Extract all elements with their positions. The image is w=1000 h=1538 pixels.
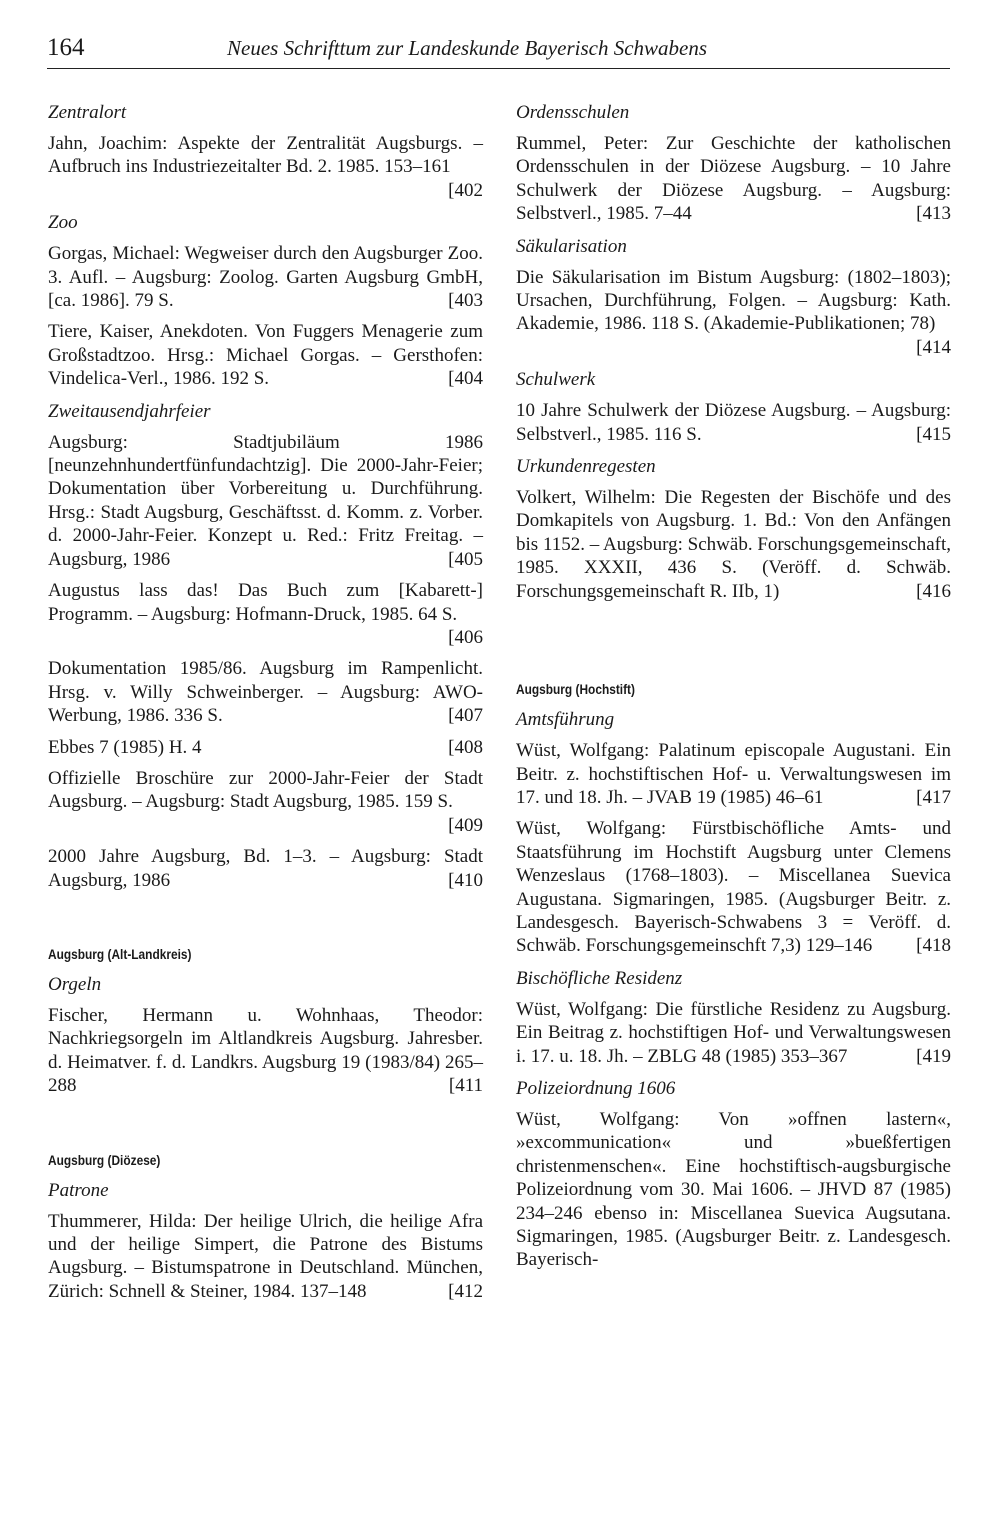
page-number: 164 xyxy=(47,34,85,61)
category-heading: Polizeiordnung 1606 xyxy=(516,1077,676,1099)
entry-text: Rummel, Peter: Zur Geschichte der katholischen Ordensschulen in der Diözese Augsburg. – 10 Jahre Schulwerk der Diözese Augsburg. – Augsburg: Selbstverl., 1985. 7–44 xyxy=(516,133,951,225)
entry-text: Wüst, Wolfgang: Die fürstliche Residenz zu Augsburg. Ein Beitrag z. hochstiftigen Hof- und Verwaltungswesen i. 17. u. 18. Jh. – ZBLG 48 (1985) 353–367 xyxy=(516,998,951,1067)
entry-text: Fischer, Hermann u. Wohnhaas, Theodor: Nachkriegsorgeln im Altlandkreis Augsburg. Jahresber. d. Heimatver. f. d. Landkrs. Augsburg 19 (1983/84) 265–288 xyxy=(48,1004,483,1097)
bibliography-entry xyxy=(48,132,483,202)
entry-number: [413 xyxy=(916,203,951,225)
entry-number: [417 xyxy=(916,786,951,808)
category-heading: Zweitausendjahrfeier xyxy=(48,400,211,422)
entry-text: Tiere, Kaiser, Anekdoten. Von Fuggers Menagerie zum Großstadtzoo. Hrsg.: Michael Gorgas. – Gersthofen: Vindelica-Verl., 1986. 192 S. xyxy=(48,321,483,390)
bibliography-entry xyxy=(48,845,483,892)
bibliography-entry xyxy=(48,1210,483,1304)
entry-number: [411 xyxy=(448,1075,483,1097)
bibliography-entry xyxy=(48,242,483,312)
entry-text: Wüst, Wolfgang: Fürstbischöfliche Amts- und Staatsführung im Hochstift Augsburg unter Clemens Wenzeslaus (1768–1803). – Miscellanea Suevica Augustana. Sigmaringen, 1985. (Augsburger Beitr. z. Landesgesch. Bayerisch-Schwabens 3 = Veröff. d. Schwäb. Forschungsgemeinschft 7,3) 129–146 xyxy=(516,818,951,957)
entry-text: Wüst, Wolfgang: Palatinum episcopale Augustani. Ein Beitr. z. hochstiftischen Hof- u. Verwaltungswesen im 17. und 18. Jh. – JVAB 19 (1985) 46–61 xyxy=(516,740,951,808)
entry-text: Thummerer, Hilda: Der heilige Ulrich, die heilige Afra und der heilige Simpert, die Patrone des Bistums Augsburg. – Bistumspatrone in Deutschland. München, Zürich: Schnell & Steiner, 1984. 137–148 xyxy=(48,1210,483,1302)
entry-number: [410 xyxy=(448,869,483,891)
page-header xyxy=(47,32,950,69)
entry-number: [414 xyxy=(916,336,951,358)
entry-text: Dokumentation 1985/86. Augsburg im Rampenlicht. Hrsg. v. Willy Schweinberger. – Augsburg: AWO-Werbung, 1986. 336 S. xyxy=(48,658,483,727)
entry-text: Gorgas, Michael: Wegweiser durch den Augsburger Zoo. 3. Aufl. – Augsburg: Zoolog. Garten Augsburg GmbH, [ca. 1986]. 79 S. xyxy=(48,243,483,312)
entry-number: [409 xyxy=(448,814,483,836)
section-heading: Augsburg (Diözese) xyxy=(48,1151,161,1168)
entry-text: Augustus lass das! Das Buch zum [Kabarett-] Programm. – Augsburg: Hofmann-Druck, 1985. 64 S. xyxy=(48,580,483,625)
entry-number: [407 xyxy=(448,705,483,727)
entry-number: [418 xyxy=(916,935,951,957)
bibliography-entry xyxy=(516,998,951,1068)
entry-text: Volkert, Wilhelm: Die Regesten der Bischöfe und des Domkapitels von Augsburg. 1. Bd.: Von den Anfängen bis 1152. – Augsburg: Schwäb. Forschungsgemeinschaft, 1985. XXXII, 436 S. (Veröff. d. Schwäb. Forschungsgemeinschaft R. IIb, 1) xyxy=(516,487,951,602)
section-heading: Augsburg (Alt-Landkreis) xyxy=(48,945,192,962)
entry-text: Ebbes 7 (1985) H. 4 xyxy=(48,736,202,758)
entry-number: [404 xyxy=(448,368,483,390)
category-heading: Orgeln xyxy=(48,973,102,995)
bibliography-entry xyxy=(48,1004,483,1098)
category-heading: Urkundenregesten xyxy=(516,456,656,478)
category-heading: Bischöfliche Residenz xyxy=(516,967,683,989)
bibliography-entry xyxy=(48,736,483,759)
left-column xyxy=(48,100,483,1311)
entry-text: Augsburg: Stadtjubiläum 1986 [neunzehnhundertfünfundachtzig]. Die 2000-Jahr-Feier; Dokumentation über Vorbereitung u. Durchführung. Hrsg.: Stadt Augsburg, Geschäftsst. d. Komm. z. Vorber. d. 2000-Jahr-Feier. Konzept u. Red.: Fritz Freitag. – Augsburg, 1986 xyxy=(48,431,483,570)
section-heading: Augsburg (Hochstift) xyxy=(516,681,635,698)
entry-number: [412 xyxy=(448,1280,483,1302)
bibliography-entry xyxy=(48,431,483,571)
entry-text: Jahn, Joachim: Aspekte der Zentralität Augsburgs. – Aufbruch ins Industriezeitalter Bd. 2. 1985. 153–161 xyxy=(48,133,483,178)
category-heading: Zentralort xyxy=(48,102,127,123)
entry-text: Wüst, Wolfgang: Von »offnen lastern«, »excommunication« und »bueßfertigen christenmenschen«. Eine hochstiftisch-augsburgische Polizeiordnung vom 30. Mai 1606. – JHVD 87 (1985) 234–246 ebenso in: Miscellanea Suevica Augsutana. Sigmaringen, 1985. (Augsburger Beitr. z. Landesgesch. Bayerisch- xyxy=(516,1108,951,1271)
entry-number: [405 xyxy=(448,548,483,570)
entry-text: Die Säkularisation im Bistum Augsburg: (1802–1803); Ursachen, Durchführung, Folgen. – Augsburg: Kath. Akademie, 1986. 118 S. (Akademie-Publikationen; 78) xyxy=(516,266,951,335)
category-heading: Zoo xyxy=(48,212,78,234)
category-heading: Patrone xyxy=(48,1179,109,1201)
bibliography-entry xyxy=(516,266,951,360)
entry-number: [419 xyxy=(916,1045,951,1067)
entry-number: [402 xyxy=(448,179,483,201)
bibliography-entry xyxy=(48,579,483,649)
entry-text: Offizielle Broschüre zur 2000-Jahr-Feier der Stadt Augsburg. – Augsburg: Stadt Augsburg, 1985. 159 S. xyxy=(48,767,483,813)
category-heading: Schulwerk xyxy=(516,369,596,391)
bibliography-entry xyxy=(48,320,483,390)
bibliography-entry xyxy=(516,817,951,957)
entry-text: 10 Jahre Schulwerk der Diözese Augsburg. – Augsburg: Selbstverl., 1985. 116 S. xyxy=(516,400,951,445)
right-column xyxy=(516,100,951,1280)
bibliography-entry xyxy=(516,486,951,603)
category-heading: Säkularisation xyxy=(516,235,627,257)
running-title: Neues Schrifttum zur Landeskunde Bayerisch Schwabens xyxy=(227,36,708,60)
category-heading: Ordensschulen xyxy=(516,102,630,123)
entry-text: 2000 Jahre Augsburg, Bd. 1–3. – Augsburg: Stadt Augsburg, 1986 xyxy=(48,846,483,891)
entry-number: [408 xyxy=(448,736,483,758)
bibliography-entry xyxy=(516,739,951,809)
bibliography-entry xyxy=(48,767,483,837)
entry-number: [406 xyxy=(448,626,483,648)
category-heading: Amtsführung xyxy=(516,709,615,731)
entry-number: [415 xyxy=(916,423,951,445)
entry-number: [403 xyxy=(448,290,483,312)
bibliography-entry xyxy=(516,399,951,446)
bibliography-entry xyxy=(48,657,483,727)
bibliography-entry xyxy=(516,1108,951,1272)
bibliography-entry xyxy=(516,132,951,226)
entry-number: [416 xyxy=(916,580,951,602)
